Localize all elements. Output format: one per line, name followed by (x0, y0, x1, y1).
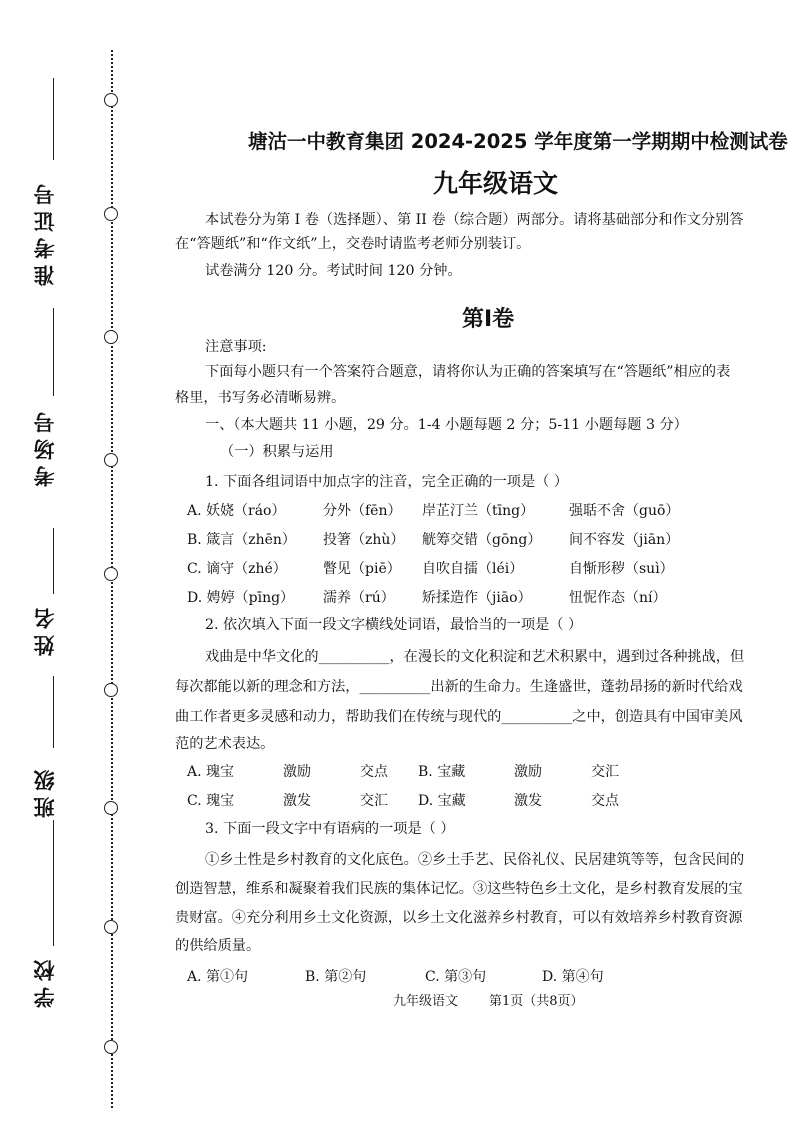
q2-option: C. 瑰宝 (187, 793, 235, 809)
q3-option: B. 第②句 (305, 969, 367, 985)
q1-option: 自惭形秽（suì） (569, 561, 674, 577)
q1-option: 岸芷汀兰（tīng） (422, 503, 535, 519)
q2-option: 激发 (514, 793, 542, 809)
q1-option: 自吹自擂（léi） (422, 561, 524, 577)
school-label: 学校 (33, 954, 57, 1008)
question-2-stem: 2. 依次填入下面一段文字横线处词语，最恰当的一项是（ ） (205, 617, 583, 633)
q2-passage-line: 每次都能以新的理念和方法，__________出新的生命力。生逢盛世，蓬勃昂扬的新时代给戏 (175, 679, 743, 695)
binding-hole-circle (104, 1040, 118, 1054)
q1-option: A. 妖娆（ráo） (187, 503, 286, 519)
section-heading: 一、（本大题共 11 小题，29 分。1-4 小题每题 2 分；5-11 小题每题 3 分） (205, 417, 688, 433)
q2-option: 交汇 (591, 764, 619, 780)
binding-hole-circle (104, 453, 118, 467)
room-no-write-line (53, 308, 54, 396)
exam-title: 塘沽一中教育集团 2024-2025 学年度第一学期期中检测试卷 (248, 130, 788, 153)
q2-option: 激励 (283, 764, 311, 780)
binding-hole-circle (104, 207, 118, 221)
footer-page-number: 第1页（共8页） (489, 994, 584, 1009)
subject-title: 九年级语文 (433, 169, 559, 198)
intro-line: 试卷满分 120 分。考试时间 120 分钟。 (205, 263, 462, 279)
name-label: 姓名 (33, 602, 57, 656)
binding-hole-circle (104, 93, 118, 107)
q2-option: 交汇 (360, 793, 388, 809)
q2-passage-line: 戏曲是中华文化的__________，在漫长的文化积淀和艺术积累中，遇到过各种挑战，但 (205, 649, 745, 665)
q2-option: B. 宝藏 (418, 764, 466, 780)
q3-option: D. 第④句 (542, 969, 604, 985)
q1-option: 觥筹交错（gōng） (422, 532, 542, 548)
question-1-stem: 1. 下面各组词语中加点字的注音，完全正确的一项是（ ） (205, 474, 569, 490)
q2-option: 激励 (514, 764, 542, 780)
q2-option: 交点 (360, 764, 388, 780)
intro-line: 在“答题纸”和“作文纸”上，交卷时请监考老师分别装订。 (175, 236, 531, 252)
exam-id-label: 准考证号 (33, 178, 57, 286)
q1-option: 濡养（rú） (323, 590, 395, 606)
q2-passage-line: 曲工作者更多灵感和动力，帮助我们在传统与现代的__________之中，创造具有中国审美风 (175, 709, 743, 725)
part-one-title: 第I卷 (462, 307, 515, 332)
intro-line: 本试卷分为第 I 卷（选择题）、第 II 卷（综合题）两部分。请将基础部分和作文分别答 (205, 212, 744, 228)
q1-option: 强聒不舍（guō） (569, 503, 680, 519)
q1-option: 瞥见（piē） (323, 561, 401, 577)
q3-option: A. 第①句 (187, 969, 249, 985)
q1-option: 投箸（zhù） (323, 532, 405, 548)
q1-option: B. 箴言（zhēn） (187, 532, 296, 548)
q1-option: 忸怩作态（ní） (569, 590, 667, 606)
q2-option: D. 宝藏 (418, 793, 466, 809)
q3-passage-line: 创造智慧，维系和凝聚着我们民族的集体记忆。③这些特色乡土文化，是乡村教育发展的宝 (175, 881, 743, 897)
q3-option: C. 第③句 (425, 969, 487, 985)
q1-option: D. 娉婷（pīng） (187, 590, 295, 606)
q3-passage-line: ①乡土性是乡村教育的文化底色。②乡土手艺、民俗礼仪、民居建筑等等，包含民间的 (205, 852, 745, 868)
q2-option: 交点 (591, 793, 619, 809)
section-subheading: （一）积累与运用 (220, 444, 334, 460)
binding-hole-circle (104, 683, 118, 697)
binding-hole-circle (104, 330, 118, 344)
q1-option: 分外（fēn） (323, 503, 402, 519)
notice-line: 格里，书写务必清晰易辨。 (175, 390, 346, 406)
room-no-label: 考场号 (33, 406, 57, 487)
exam-id-write-line (53, 78, 54, 160)
class-write-line (53, 676, 54, 748)
name-write-line (53, 528, 54, 594)
q1-option: C. 谪守（zhé） (187, 561, 287, 577)
binding-hole-circle (104, 920, 118, 934)
binding-hole-circle (104, 801, 118, 815)
notice-line: 下面每小题只有一个答案符合题意，请将你认为正确的答案填写在“答题纸”相应的表 (205, 364, 731, 380)
class-label: 班级 (33, 764, 57, 818)
q1-option: 矫揉造作（jiāo） (422, 590, 532, 606)
q3-passage-line: 的供给质量。 (175, 938, 261, 954)
school-write-line (53, 820, 54, 946)
q1-option: 间不容发（jiān） (569, 532, 680, 548)
binding-hole-circle (104, 567, 118, 581)
footer-subject: 九年级语文 (393, 994, 459, 1009)
question-3-stem: 3. 下面一段文字中有语病的一项是（ ） (205, 821, 455, 837)
q3-passage-line: 贵财富。④充分利用乡土文化资源，以乡土文化滋养乡村教育，可以有效培养乡村教育资源 (175, 910, 743, 926)
q2-option: 激发 (283, 793, 311, 809)
notice-heading: 注意事项: (205, 339, 267, 355)
q2-passage-line: 范的艺术表达。 (175, 736, 275, 752)
q2-option: A. 瑰宝 (187, 764, 235, 780)
